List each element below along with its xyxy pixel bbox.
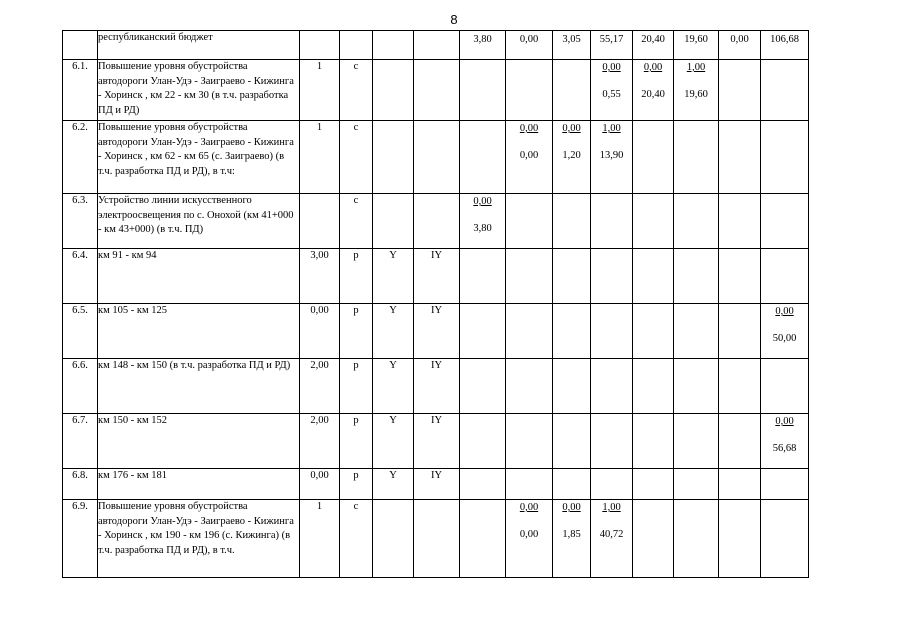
- value-cell: [674, 121, 719, 194]
- value-cell: [633, 414, 674, 469]
- value-cell: [591, 249, 633, 304]
- value-cell: [460, 121, 506, 194]
- value-cell: [591, 121, 633, 194]
- value-cell: [506, 121, 553, 194]
- value-cell: [506, 359, 553, 414]
- attribute-cell-col-c: [373, 60, 414, 121]
- value-cell: [460, 469, 506, 500]
- page-number: 8: [450, 12, 458, 27]
- attribute-cell-col-c: Y: [373, 304, 414, 359]
- attribute-cell-col-a: 2,00: [300, 359, 340, 414]
- table-row: [63, 194, 809, 249]
- attribute-cell-col-d: [414, 60, 460, 121]
- value-cell: [506, 500, 553, 578]
- value-cell: [460, 304, 506, 359]
- value-cell: [674, 31, 719, 60]
- value-cell: [460, 60, 506, 121]
- attribute-cell-col-c: [373, 121, 414, 194]
- value-cell: [674, 359, 719, 414]
- value-bottom: 13,90: [599, 150, 624, 161]
- attribute-cell-col-a: 3,00: [300, 249, 340, 304]
- value-cell: [633, 469, 674, 500]
- row-name-cell: км 91 - км 94: [98, 249, 300, 304]
- row-number-cell: 6.7.: [63, 414, 98, 469]
- value-bottom: 3,80: [473, 223, 492, 234]
- value-cell: [761, 249, 809, 304]
- table-row: [63, 304, 809, 359]
- value-cell: [553, 469, 591, 500]
- value-cell: [553, 249, 591, 304]
- attribute-cell: [414, 31, 460, 60]
- value-cell: [553, 31, 591, 60]
- attribute-cell-col-c: [373, 194, 414, 249]
- value-cell: [460, 31, 506, 60]
- attribute-cell-col-c: Y: [373, 414, 414, 469]
- value-cell: [553, 121, 591, 194]
- value-cell: [506, 414, 553, 469]
- row-name-cell: Повышение уровня обустройства автодороги Улан-Удэ - Заиграево - Кижинга - Хоринск , км 22 - км 30 (в т.ч. разработка ПД и РД): [98, 60, 300, 121]
- table-body: [63, 31, 809, 578]
- table-row: [63, 469, 809, 500]
- value-cell: [460, 194, 506, 249]
- value-cell: [633, 359, 674, 414]
- value-bottom: 50,00: [772, 333, 797, 344]
- row-number-cell: 6.1.: [63, 60, 98, 121]
- value-cell: [553, 304, 591, 359]
- attribute-cell-col-c: Y: [373, 359, 414, 414]
- value-top: 1,00: [602, 123, 621, 134]
- table-row: [63, 359, 809, 414]
- row-name-cell: км 176 - км 181: [98, 469, 300, 500]
- value-bottom: 0,55: [602, 89, 621, 100]
- attribute-cell-col-b: р: [340, 304, 373, 359]
- row-number-cell: 6.8.: [63, 469, 98, 500]
- row-number-cell: 6.9.: [63, 500, 98, 578]
- attribute-cell-col-d: IY: [414, 414, 460, 469]
- value-top: 0,00: [562, 123, 581, 134]
- attribute-cell: [373, 31, 414, 60]
- attribute-cell-col-a: 1: [300, 121, 340, 194]
- row-name-cell: Устройство линии искусственного электроосвещения по с. Онохой (км 41+000 - км 43+000) (в т.ч. ПД): [98, 194, 300, 249]
- value-bottom: 1,20: [562, 150, 581, 161]
- value-cell: [719, 249, 761, 304]
- table-row-top: [63, 31, 809, 60]
- value-cell: [719, 359, 761, 414]
- value-cell: [674, 469, 719, 500]
- row-number-cell: 6.6.: [63, 359, 98, 414]
- value-cell: [591, 31, 633, 60]
- row-name-cell: км 105 - км 125: [98, 304, 300, 359]
- value-cell: [761, 304, 809, 359]
- value-top: 1,00: [602, 502, 621, 513]
- attribute-cell-col-a: 1: [300, 60, 340, 121]
- value-total: 20,40: [641, 34, 665, 45]
- value-cell: [591, 304, 633, 359]
- budget-table: [62, 30, 809, 578]
- value-cell: [674, 500, 719, 578]
- value-cell: [761, 121, 809, 194]
- value-cell: [633, 194, 674, 249]
- attribute-cell-col-d: IY: [414, 304, 460, 359]
- value-bottom: 40,72: [599, 529, 624, 540]
- value-cell: [591, 60, 633, 121]
- value-cell: [591, 359, 633, 414]
- value-cell: [460, 249, 506, 304]
- value-top: 0,00: [519, 502, 539, 513]
- value-cell: [674, 249, 719, 304]
- value-cell: [719, 121, 761, 194]
- attribute-cell-col-b: р: [340, 414, 373, 469]
- value-cell: [674, 304, 719, 359]
- attribute-cell-col-a: 0,00: [300, 304, 340, 359]
- value-bottom: 56,68: [772, 443, 797, 454]
- attribute-cell-col-b: р: [340, 469, 373, 500]
- attribute-cell-col-a: 2,00: [300, 414, 340, 469]
- value-top: 0,00: [473, 196, 492, 207]
- value-cell: [633, 60, 674, 121]
- value-cell: [633, 500, 674, 578]
- value-cell: [633, 31, 674, 60]
- attribute-cell: [340, 31, 373, 60]
- value-total: 3,05: [562, 34, 581, 45]
- value-top: 0,00: [775, 306, 794, 317]
- table-row: [63, 121, 809, 194]
- attribute-cell-col-d: IY: [414, 249, 460, 304]
- attribute-cell-col-c: Y: [373, 249, 414, 304]
- row-name-cell: км 148 - км 150 (в т.ч. разработка ПД и РД): [98, 359, 300, 414]
- row-name-cell: Повышение уровня обустройства автодороги Улан-Удэ - Заиграево - Кижинга - Хоринск , км 190 - км 196 (с. Кижинга) (в т.ч. разработка ПД и РД), в т.ч.: [98, 500, 300, 578]
- value-cell: [591, 469, 633, 500]
- table-row: [63, 249, 809, 304]
- attribute-cell-col-b: р: [340, 359, 373, 414]
- value-cell: [674, 194, 719, 249]
- attribute-cell-col-b: с: [340, 194, 373, 249]
- value-top: 0,00: [519, 123, 539, 134]
- value-cell: [591, 414, 633, 469]
- value-cell: [633, 121, 674, 194]
- value-total: 0,00: [730, 34, 749, 45]
- row-name-cell: км 150 - км 152: [98, 414, 300, 469]
- value-cell: [761, 414, 809, 469]
- value-cell: [506, 31, 553, 60]
- value-total: 55,17: [599, 34, 624, 45]
- value-cell: [506, 60, 553, 121]
- value-cell: [553, 359, 591, 414]
- value-cell: [674, 414, 719, 469]
- value-cell: [719, 60, 761, 121]
- value-cell: [761, 359, 809, 414]
- value-cell: [761, 31, 809, 60]
- value-total: 0,00: [519, 34, 539, 45]
- value-total: 19,60: [684, 34, 708, 45]
- value-cell: [719, 31, 761, 60]
- attribute-cell-col-c: [373, 500, 414, 578]
- row-name-cell: республиканский бюджет: [98, 31, 300, 60]
- value-cell: [719, 414, 761, 469]
- row-number-cell: 6.2.: [63, 121, 98, 194]
- attribute-cell-col-d: IY: [414, 359, 460, 414]
- value-cell: [553, 500, 591, 578]
- value-cell: [460, 414, 506, 469]
- value-cell: [761, 60, 809, 121]
- value-cell: [553, 414, 591, 469]
- attribute-cell-col-a: 1: [300, 500, 340, 578]
- value-cell: [633, 304, 674, 359]
- row-name-cell: Повышение уровня обустройства автодороги Улан-Удэ - Заиграево - Кижинга - Хоринск , км 62 - км 65 (с. Заиграево) (в т.ч. разработка ПД и РД), в т.ч:: [98, 121, 300, 194]
- value-bottom: 20,40: [641, 89, 665, 100]
- row-number-cell: [63, 31, 98, 60]
- value-total: 106,68: [770, 34, 799, 45]
- table-row: [63, 60, 809, 121]
- value-cell: [591, 500, 633, 578]
- attribute-cell-col-a: [300, 194, 340, 249]
- value-top: 0,00: [602, 62, 621, 73]
- attribute-cell-col-b: с: [340, 500, 373, 578]
- value-cell: [761, 469, 809, 500]
- attribute-cell-col-d: [414, 121, 460, 194]
- attribute-cell: [300, 31, 340, 60]
- value-cell: [719, 194, 761, 249]
- table-row: [63, 414, 809, 469]
- table-row: [63, 500, 809, 578]
- value-cell: [506, 304, 553, 359]
- attribute-cell-col-b: с: [340, 60, 373, 121]
- attribute-cell-col-c: Y: [373, 469, 414, 500]
- value-cell: [460, 359, 506, 414]
- value-cell: [719, 469, 761, 500]
- attribute-cell-col-b: с: [340, 121, 373, 194]
- value-bottom: 0,00: [519, 529, 539, 540]
- value-cell: [506, 469, 553, 500]
- value-total: 3,80: [473, 34, 492, 45]
- value-cell: [553, 60, 591, 121]
- value-top: 0,00: [643, 62, 663, 73]
- value-top: 0,00: [775, 416, 794, 427]
- value-cell: [460, 500, 506, 578]
- attribute-cell-col-d: [414, 194, 460, 249]
- value-cell: [553, 194, 591, 249]
- value-cell: [719, 500, 761, 578]
- value-cell: [761, 500, 809, 578]
- value-cell: [633, 249, 674, 304]
- value-cell: [719, 304, 761, 359]
- value-top: 0,00: [562, 502, 581, 513]
- attribute-cell-col-b: р: [340, 249, 373, 304]
- row-number-cell: 6.3.: [63, 194, 98, 249]
- value-cell: [506, 249, 553, 304]
- value-top: 1,00: [686, 62, 706, 73]
- value-bottom: 0,00: [519, 150, 539, 161]
- attribute-cell-col-a: 0,00: [300, 469, 340, 500]
- value-cell: [674, 60, 719, 121]
- value-bottom: 19,60: [684, 89, 708, 100]
- row-number-cell: 6.4.: [63, 249, 98, 304]
- value-bottom: 1,85: [562, 529, 581, 540]
- attribute-cell-col-d: [414, 500, 460, 578]
- value-cell: [506, 194, 553, 249]
- value-cell: [761, 194, 809, 249]
- row-number-cell: 6.5.: [63, 304, 98, 359]
- attribute-cell-col-d: IY: [414, 469, 460, 500]
- value-cell: [591, 194, 633, 249]
